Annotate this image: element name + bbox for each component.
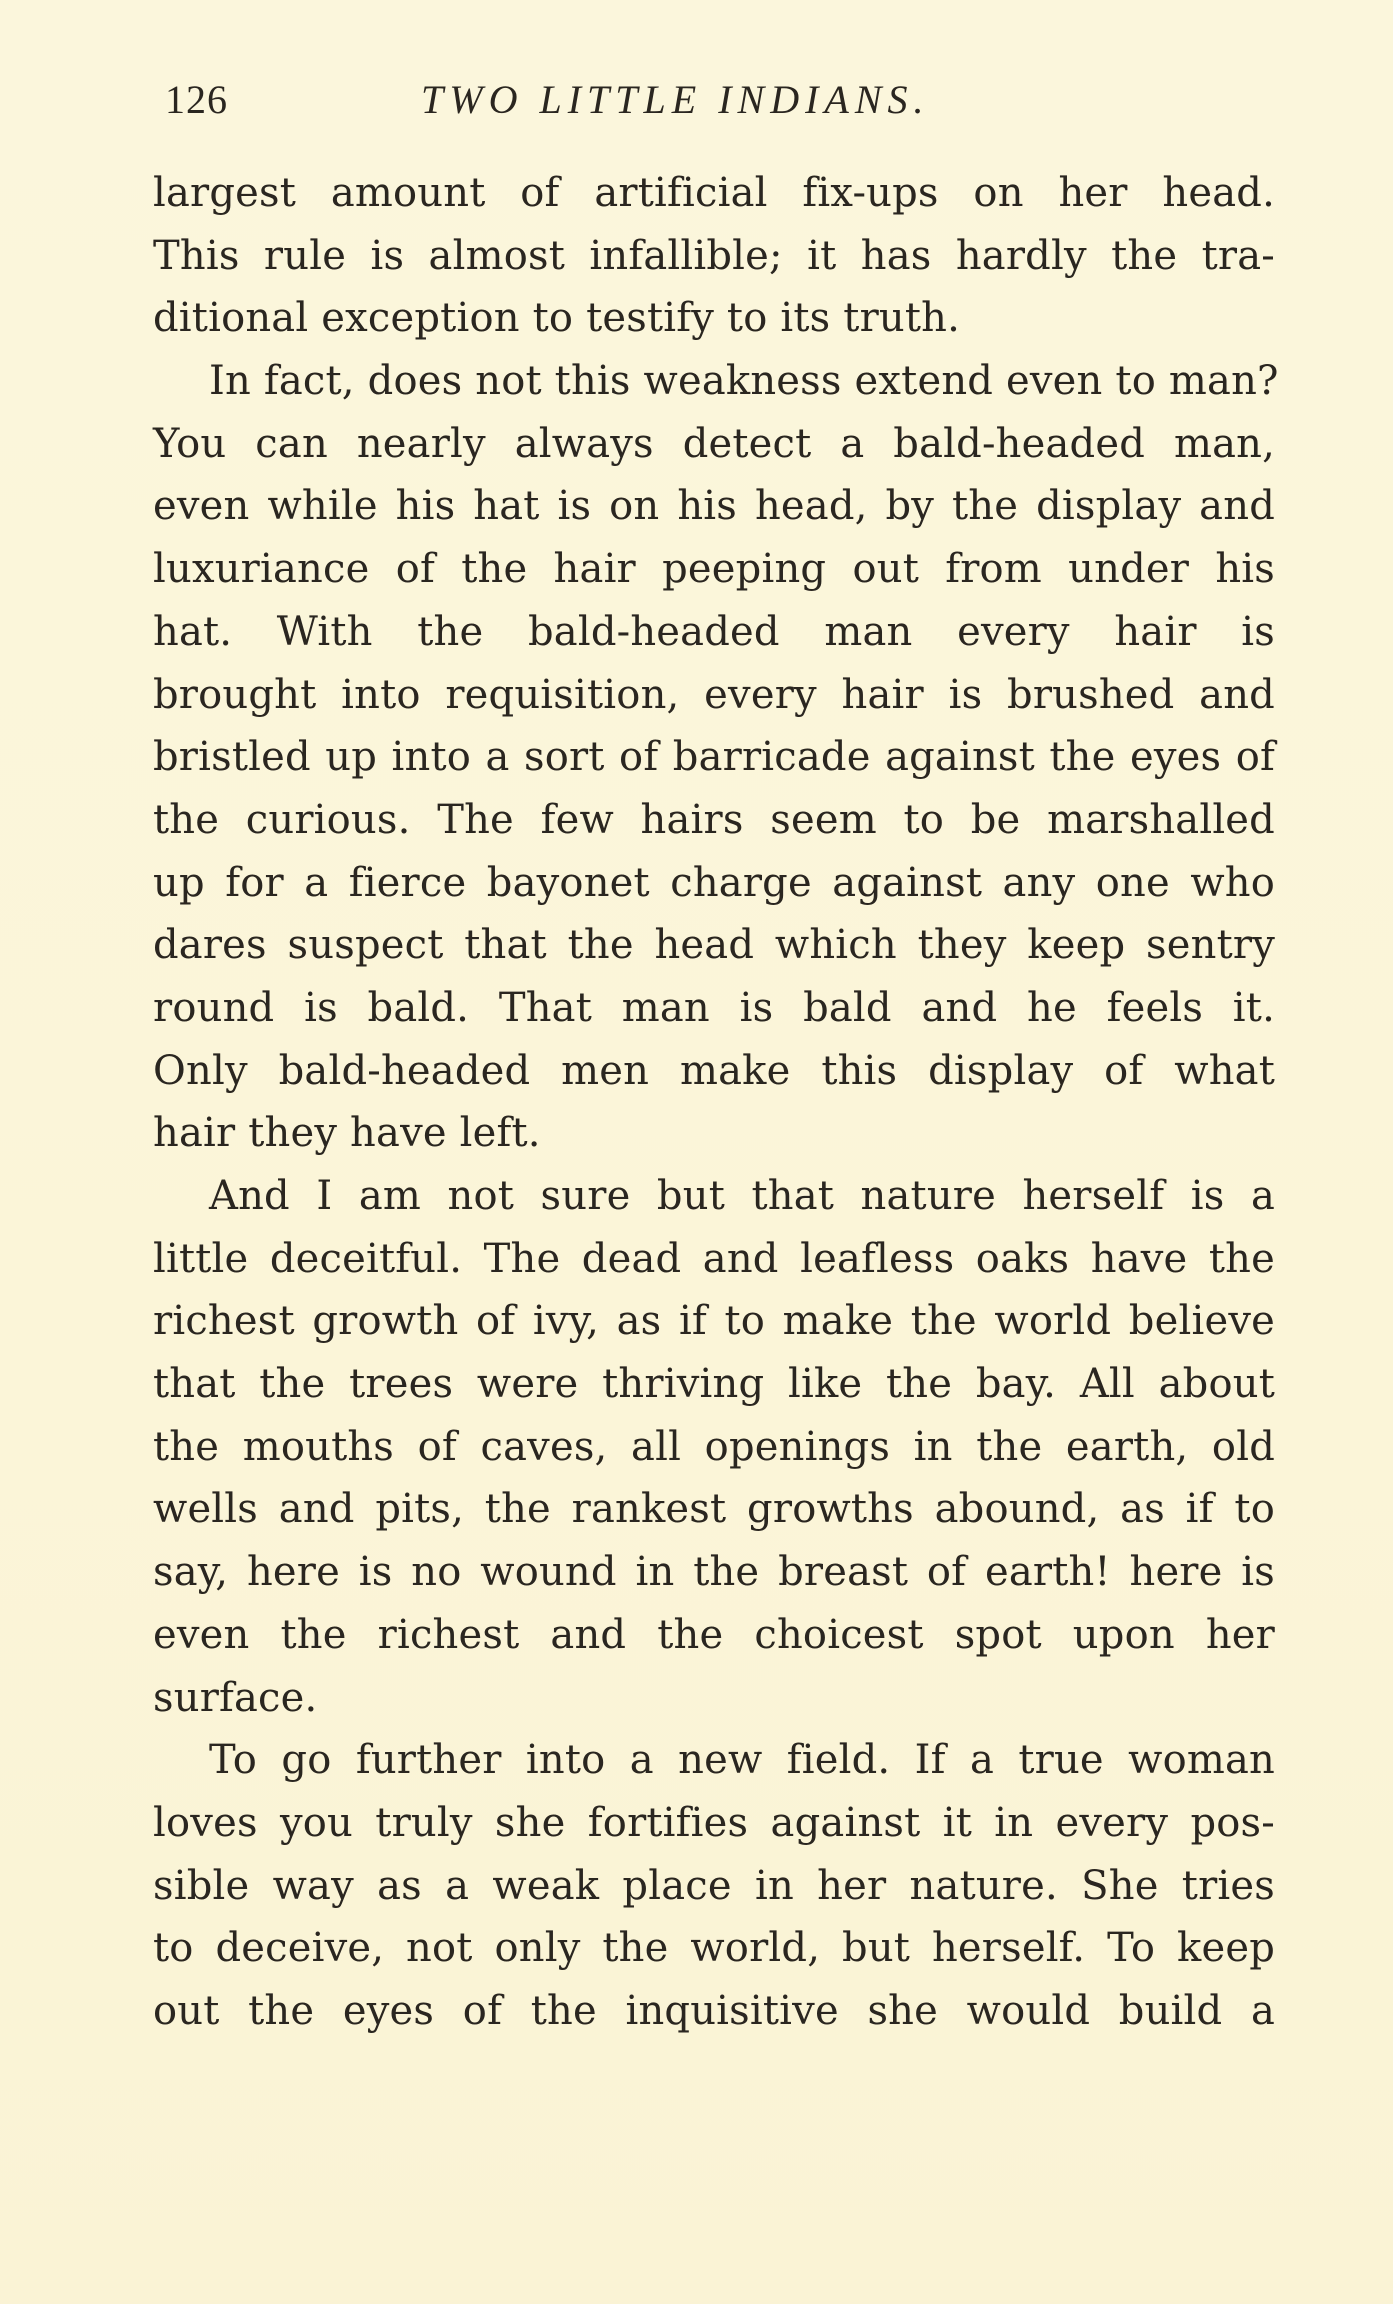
text-line: out the eyes of the inquisitive she would build a [153, 1987, 1275, 2034]
text-line: surface. [153, 1674, 318, 1721]
text-line: even the richest and the choicest spot upon her [153, 1611, 1275, 1658]
page-number: 126 [165, 77, 228, 122]
text-line: even while his hat is on his head, by the display and [153, 483, 1275, 530]
text-line: little deceitful. The dead and leafless oaks have the [153, 1235, 1275, 1282]
text-line: And I am not sure but that nature herself is a [209, 1173, 1275, 1219]
text-line: say, here is no wound in the breast of earth! here is [153, 1549, 1275, 1596]
text-line: that the trees were thriving like the bay. All about [153, 1361, 1275, 1408]
text-line: the mouths of caves, all openings in the earth, old [153, 1423, 1275, 1470]
text-line: loves you truly she fortifies against it in every pos- [153, 1799, 1275, 1846]
text-line: You can nearly always detect a bald-headed man, [153, 420, 1275, 467]
text-line: richest growth of ivy, as if to make the world believe [153, 1298, 1275, 1345]
text-line: largest amount of artificial fix-ups on her head. [153, 170, 1275, 216]
running-title: TWO LITTLE INDIANS. [421, 77, 930, 122]
text-line: wells and pits, the rankest growths abound, as if to [153, 1486, 1275, 1533]
text-line: brought into requisition, every hair is brushed and [153, 671, 1275, 718]
text-line: hat. With the bald-headed man every hair is [153, 608, 1275, 655]
text-line: bristled up into a sort of barricade against the eyes of [153, 734, 1275, 781]
text-line: sible way as a weak place in her nature. She tries [153, 1862, 1275, 1909]
text-line: round is bald. That man is bald and he feels it. [153, 984, 1275, 1031]
text-line: Only bald-headed men make this display of what [153, 1047, 1275, 1094]
text-line: luxuriance of the hair peeping out from under his [153, 546, 1275, 593]
running-head [165, 70, 1275, 130]
text-line: up for a fierce bayonet charge against any one who [153, 859, 1275, 906]
text-line: This rule is almost infallible; it has hardly the tra- [153, 232, 1275, 279]
text-line: In fact, does not this weakness extend even to man? [209, 358, 1279, 405]
text-line: to deceive, not only the world, but herself. To keep [153, 1925, 1275, 1972]
text-line: the curious. The few hairs seem to be marshalled [153, 796, 1275, 843]
text-line: ditional exception to testify to its truth. [153, 295, 961, 342]
text-line: hair they have left. [153, 1110, 541, 1157]
text-line: To go further into a new field. If a true woman [209, 1737, 1275, 1784]
body-text [153, 162, 1279, 2043]
text-line: dares suspect that the head which they keep sentry [153, 922, 1275, 969]
